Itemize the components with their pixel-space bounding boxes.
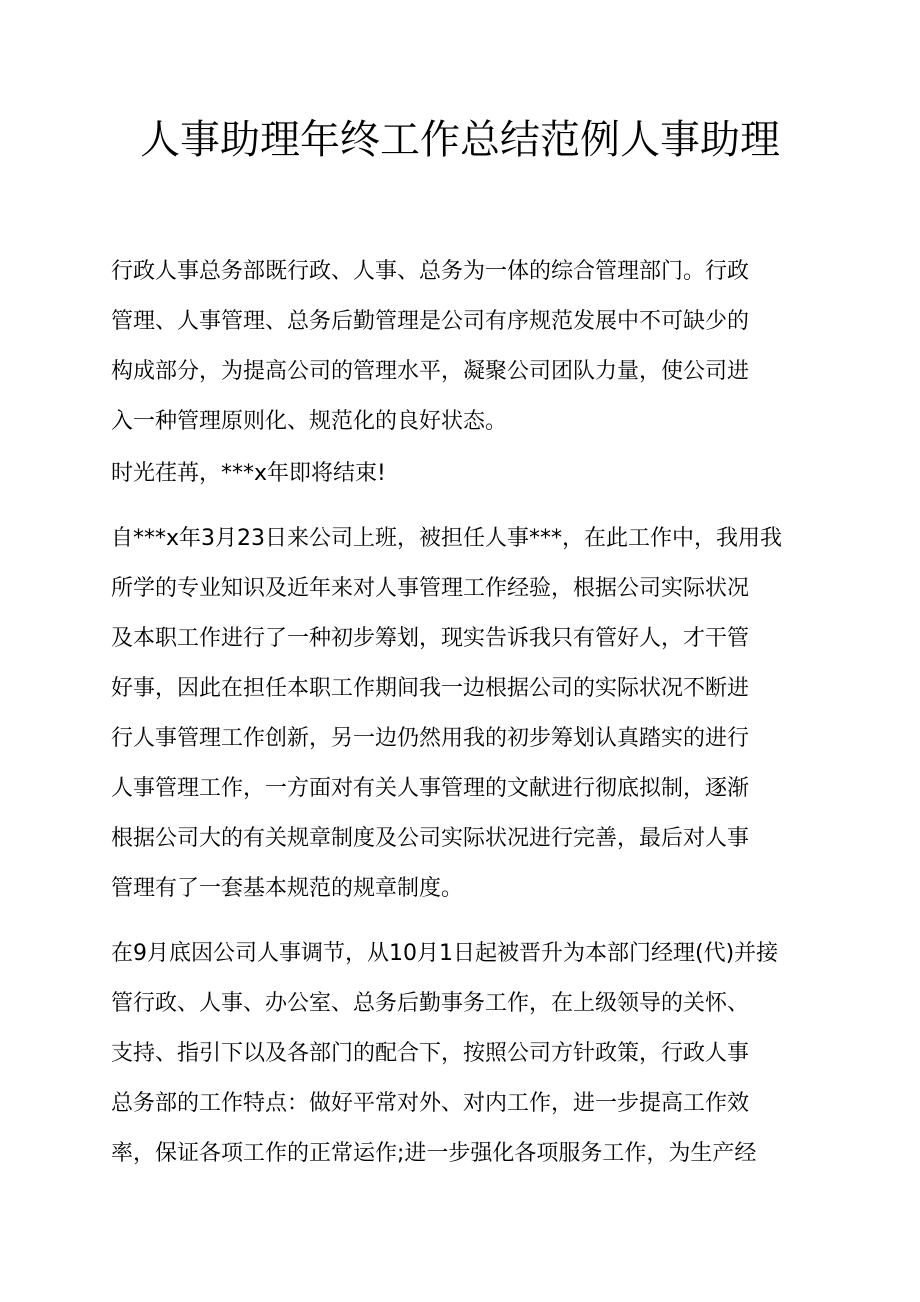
text-line: 入一种管理原则化、规范化的良好状态。 (111, 409, 508, 434)
text-line: 总务部的工作特点：做好平常对外、对内工作，进一步提高工作效 (111, 1091, 750, 1116)
text-line: 人事管理工作，一方面对有关人事管理的文献进行彻底拟制，逐渐 (111, 776, 750, 801)
text-line: 管行政、人事、办公室、总务后勤事务工作，在上级领导的关怀、 (111, 991, 750, 1016)
text-line: 行人事管理工作创新，另一边仍然用我的初步筹划认真踏实的进行 (111, 726, 750, 751)
text-line: 及本职工作进行了一种初步筹划，现实告诉我只有管好人，才干管 (111, 626, 750, 651)
paragraph-intro (111, 247, 811, 447)
text-line: 行政人事总务部既行政、人事、总务为一体的综合管理部门。行政 (111, 259, 750, 284)
text-line: 根据公司大的有关规章制度及公司实际状况进行完善，最后对人事 (111, 826, 750, 851)
text-line: 管理有了一套基本规范的规章制度。 (111, 876, 464, 901)
paragraph-promotion (111, 929, 811, 1179)
text-line: 支持、指引下以及各部门的配合下，按照公司方针政策，行政人事 (111, 1041, 750, 1066)
text-line: 好事，因此在担任本职工作期间我一边根据公司的实际状况不断进 (111, 676, 750, 701)
text-line: 管理、人事管理、总务后勤管理是公司有序规范发展中不可缺少的 (111, 309, 750, 334)
document-title: 人事助理年终工作总结范例人事助理 (140, 117, 780, 163)
text-line: 自***x年3月23日来公司上班，被担任人事***，在此工作中，我用我 (111, 526, 783, 551)
paragraph-time (111, 450, 811, 498)
text-line: 时光荏苒，***x年即将结束! (111, 461, 386, 486)
text-line: 构成部分，为提高公司的管理水平，凝聚公司团队力量，使公司进 (111, 359, 750, 384)
paragraph-hr-work (111, 514, 811, 914)
text-line: 所学的专业知识及近年来对人事管理工作经验，根据公司实际状况 (111, 576, 750, 601)
text-line: 率，保证各项工作的正常运作;进一步强化各项服务工作，为生产经 (111, 1141, 757, 1166)
text-line: 在9月底因公司人事调节，从10月1日起被晋升为本部门经理(代)并接 (111, 941, 779, 966)
